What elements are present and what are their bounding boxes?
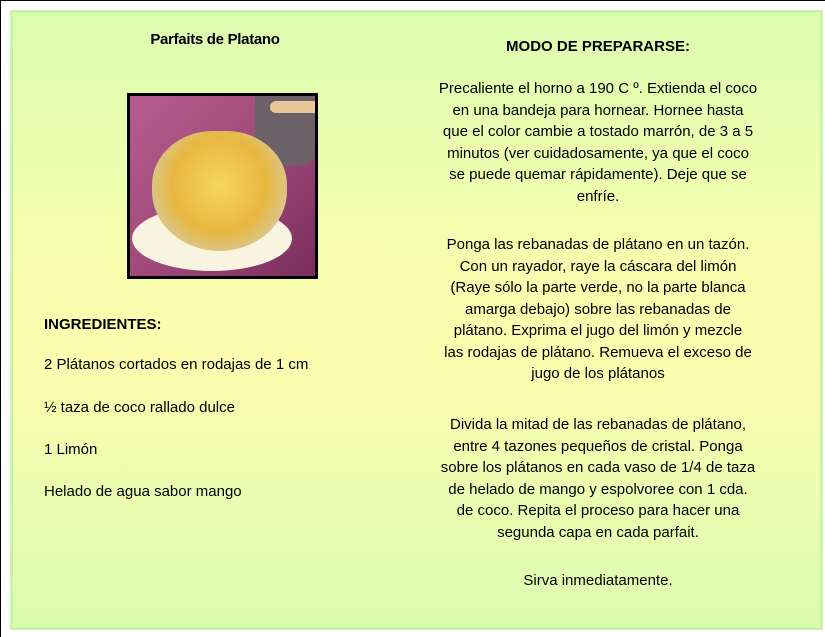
text-line: segunda capa en cada parfait.: [497, 523, 699, 541]
method-step-2: [413, 234, 783, 385]
text-line: las rodajas de plátano. Remueva el exceso de: [444, 343, 752, 361]
text-line: minutos (ver cuidadosamente, ya que el coco: [447, 144, 749, 162]
text-line: sobre los plátanos en cada vaso de 1/4 de taza: [440, 459, 756, 476]
text-line: en una bandeja para hornear. Hornee hasta: [452, 101, 744, 119]
method-step-3: [413, 414, 783, 543]
text-line: jugo de los plátanos: [531, 365, 665, 382]
text-line: plátano. Exprima el jugo del limón y mezcle: [453, 322, 743, 339]
text-line: amarga debajo) sobre las rebanadas de: [464, 300, 731, 318]
text-line: de coco. Repita el proceso para hacer una: [456, 502, 740, 519]
text-line: Ponga las rebanadas de plátano en un tazón.: [446, 236, 750, 253]
parfait-photo: [127, 93, 318, 279]
text-line: Con un rayador, raye la cáscara del limón: [459, 257, 737, 275]
text-line: Divida la mitad de las rebanadas de plátano,: [449, 416, 747, 433]
method-step-4: [413, 570, 783, 592]
ingredient-item: 1 Limón: [44, 441, 98, 458]
method-step-1: [413, 78, 783, 207]
text-line: Sirva inmediatamente.: [523, 572, 673, 589]
parfait-glass: [152, 131, 287, 251]
ingredient-item: 2 Plátanos cortados en rodajas de 1 cm: [44, 356, 309, 373]
method-heading: MODO DE PREPARARSE:: [506, 38, 690, 55]
ingredients-heading: INGREDIENTES:: [44, 316, 162, 333]
text-line: se puede quemar rápidamente). Deje que se: [449, 166, 747, 183]
text-line: de helado de mango y espolvoree con 1 cda.: [448, 480, 748, 498]
text-line: Precaliente el horno a 190 C º. Extienda el coco: [438, 80, 758, 97]
text-line: (Raye sólo la parte verde, no la parte blanca: [450, 279, 746, 296]
text-line: entre 4 tazones pequeños de cristal. Ponga: [453, 437, 743, 455]
text-line: que el color cambie a tostado marrón, de 3 a 5: [442, 123, 754, 140]
text-line: enfríe.: [576, 187, 620, 205]
ingredient-item: ½ taza de coco rallado dulce: [44, 399, 235, 416]
recipe-title: Parfaits de Platano: [150, 31, 280, 48]
ingredient-item: Helado de agua sabor mango: [44, 483, 242, 500]
